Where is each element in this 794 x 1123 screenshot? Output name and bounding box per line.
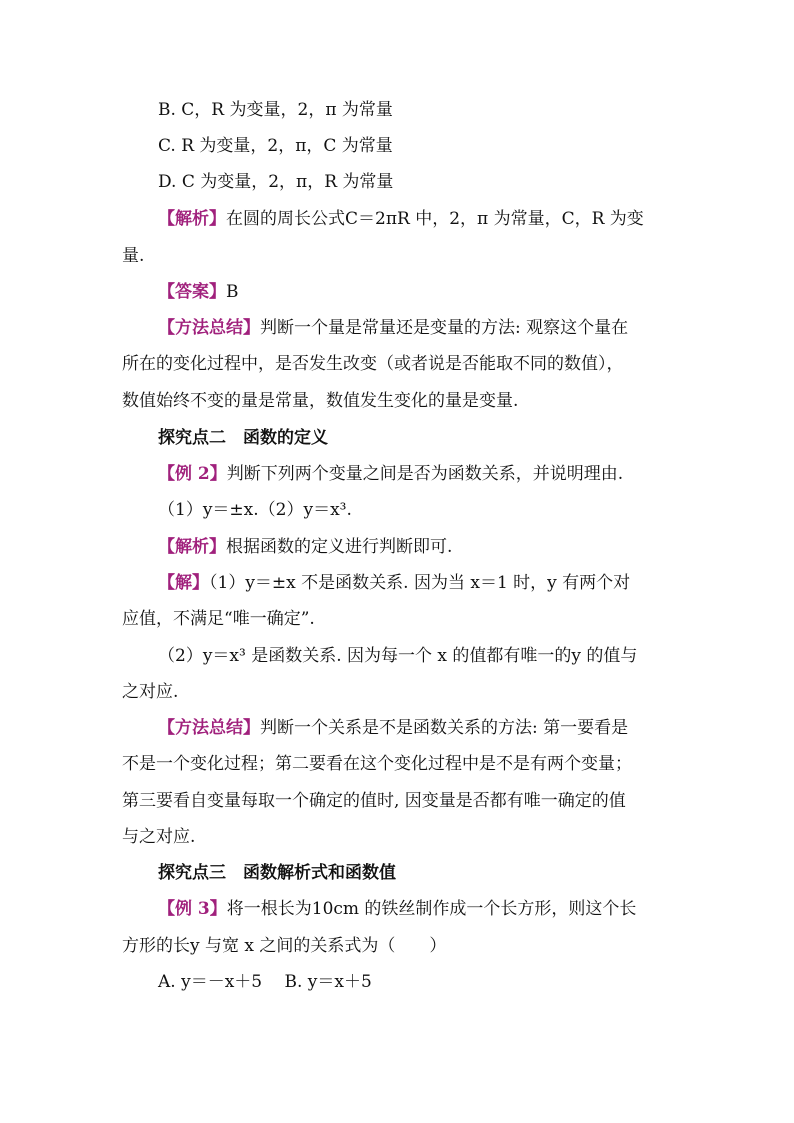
example-tag: 【例 2】 bbox=[158, 464, 227, 484]
method-tag: 【方法总结】 bbox=[158, 718, 260, 738]
ex2-solution-l2: 应值，不满足“唯一确定”. bbox=[122, 609, 315, 629]
analysis-text: 根据函数的定义进行判断即可. bbox=[226, 537, 453, 557]
ex1-answer bbox=[0, 281, 794, 303]
method-tag: 【方法总结】 bbox=[158, 318, 260, 338]
analysis-tag: 【解析】 bbox=[158, 537, 226, 557]
ex1-method-l2: 所在的变化过程中，是否发生改变（或者说是否能取不同的数值）， bbox=[122, 354, 624, 374]
analysis-tag: 【解析】 bbox=[158, 209, 226, 229]
ex3-prompt-l2: 方形的长y 与宽 x 之间的关系式为（ ） bbox=[122, 936, 447, 956]
method-text: 判断一个关系是不是函数关系的方法: 第一要看是 bbox=[260, 718, 629, 738]
example-tag: 【例 3】 bbox=[158, 899, 227, 919]
method-text: 判断一个量是常量还是变量的方法: 观察这个量在 bbox=[260, 318, 629, 338]
ex2-items: （1）y＝±x.（2）y＝x³. bbox=[158, 500, 352, 520]
ex1-analysis-cont: 量. bbox=[122, 246, 145, 266]
ex2-analysis bbox=[0, 536, 794, 558]
ex2-method-l3: 第三要看自变量每取一个确定的值时, 因变量是否都有唯一确定的值 bbox=[122, 791, 626, 811]
option-d: D. C 为变量，2，π，R 为常量 bbox=[158, 172, 394, 192]
ex1-analysis bbox=[0, 208, 794, 230]
ex2-solution-l3: （2）y＝x³ 是函数关系. 因为每一个 x 的值都有唯一的y 的值与 bbox=[158, 646, 638, 666]
ex2-method-l4: 与之对应. bbox=[122, 827, 196, 847]
option-b: B. C，R 为变量，2，π 为常量 bbox=[158, 100, 393, 120]
ex2-solution bbox=[0, 572, 794, 594]
ex3-options: A. y＝－x＋5 B. y＝x＋5 bbox=[158, 972, 372, 992]
ex2-method-l2: 不是一个变化过程；第二要看在这个变化过程中是不是有两个变量； bbox=[122, 754, 632, 774]
ex1-method bbox=[0, 317, 794, 339]
example-text: 判断下列两个变量之间是否为函数关系，并说明理由. bbox=[226, 464, 624, 484]
answer-tag: 【答案】 bbox=[158, 282, 226, 302]
ex2-method bbox=[0, 717, 794, 739]
solution-text: （1）y＝±x 不是函数关系. 因为当 x＝1 时，y 有两个对 bbox=[209, 573, 631, 593]
solution-tag: 【解】 bbox=[158, 573, 209, 593]
section-heading-3: 探究点三 函数解析式和函数值 bbox=[158, 863, 396, 883]
analysis-text: 在圆的周长公式C＝2πR 中，2，π 为常量，C，R 为变 bbox=[226, 209, 644, 229]
ex1-method-l3: 数值始终不变的量是常量，数值发生变化的量是变量. bbox=[122, 391, 519, 411]
ex3-prompt bbox=[0, 898, 794, 920]
answer-text: B bbox=[226, 282, 239, 302]
ex2-solution-l4: 之对应. bbox=[122, 682, 179, 702]
option-c: C. R 为变量，2，π，C 为常量 bbox=[158, 136, 393, 156]
ex2-prompt bbox=[0, 463, 794, 485]
example-text: 将一根长为10cm 的铁丝制作成一个长方形，则这个长 bbox=[226, 899, 637, 919]
section-heading-2: 探究点二 函数的定义 bbox=[158, 428, 328, 448]
